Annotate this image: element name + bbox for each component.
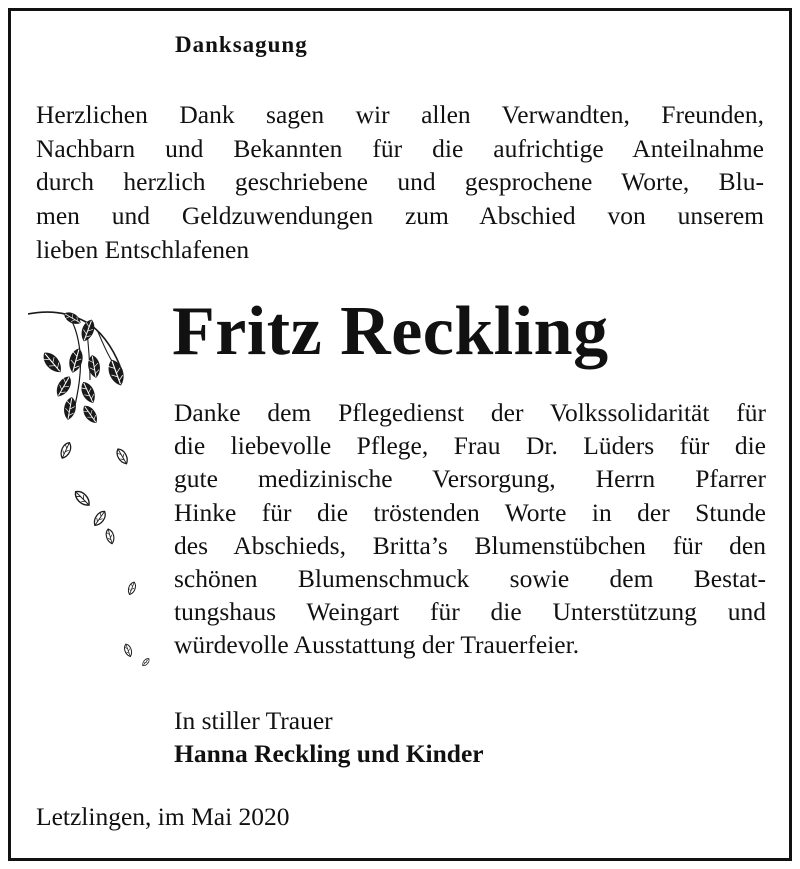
intro-paragraph <box>36 98 764 267</box>
notice-heading: Danksagung <box>175 32 308 57</box>
falling-leaves-icon <box>28 300 168 680</box>
intro-line: lieben Entschlafenen <box>36 234 250 264</box>
place-date: Letzlingen, im Mai 2020 <box>36 802 290 831</box>
intro-line: Herzlichen Dank sagen wir allen Verwandten, Freunden, <box>36 100 764 129</box>
family-signature: Hanna Reckling und Kinder <box>174 739 484 768</box>
thanks-line: Danke dem Pflegedienst der Volkssolidarität für <box>174 398 766 427</box>
thanks-line: des Abschieds, Britta’s Blumenstübchen für den <box>174 530 766 560</box>
thanks-line: Hinke für die tröstenden Worte in der Stunde <box>174 497 766 527</box>
thanks-line: schönen Blumenschmuck sowie dem Bestat- <box>174 564 766 594</box>
thanks-paragraph <box>174 396 766 662</box>
thanks-line: gute medizinische Versorgung, Herrn Pfarrer <box>174 464 766 494</box>
mourning-phrase: In stiller Trauer <box>174 706 333 735</box>
thanks-line: die liebevolle Pflege, Frau Dr. Lüders für die <box>174 431 766 461</box>
intro-line: durch herzlich geschriebene und gesprochene Worte, Blu- <box>36 167 764 197</box>
deceased-name: Fritz Reckling <box>172 293 609 370</box>
intro-line: Nachbarn und Bekannten für die aufrichtige Anteilnahme <box>36 133 764 163</box>
thanks-line: würdevolle Ausstattung der Trauerfeier. <box>174 630 580 660</box>
intro-line: men und Geldzuwendungen zum Abschied von unserem <box>36 201 764 231</box>
thanks-line: tungshaus Weingart für die Unterstützung und <box>174 597 766 627</box>
